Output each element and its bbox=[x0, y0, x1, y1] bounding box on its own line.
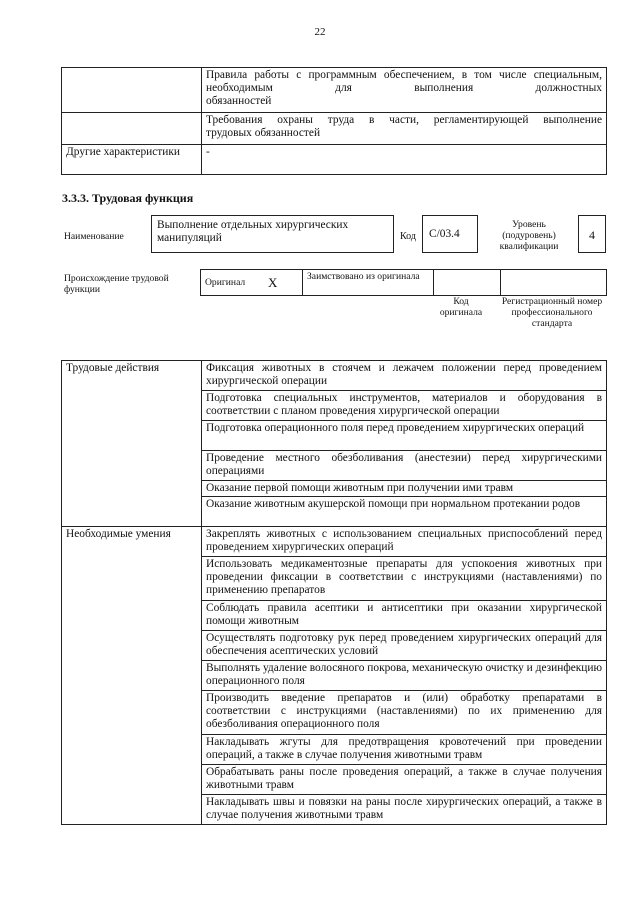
naming-label: Наименование bbox=[64, 231, 124, 242]
labor-action-item: Оказание первой помощи животным при получении ими травм bbox=[202, 481, 607, 497]
skill-item: Накладывать жгуты для предотвращения кровотечений при проведении операций, а также в случае получения животными травм bbox=[202, 735, 607, 765]
skill-item: Соблюдать правила асептики и антисептики при оказании хирургической помощи животным bbox=[202, 601, 607, 631]
reg-number-cell bbox=[501, 270, 607, 296]
row1-line1: Правила работы с программным обеспечением, в том числе специальным, необходимым для выполнения должностных bbox=[206, 69, 602, 94]
code-label: Код bbox=[400, 231, 416, 242]
row1-line2: обязанностей bbox=[206, 95, 272, 107]
empty-cell bbox=[62, 113, 202, 145]
reg-number-caption: Регистрационный номер профессионального стандарта bbox=[501, 296, 603, 329]
original-label: Оригинал bbox=[201, 270, 265, 296]
labor-action-item: Оказание животным акушерской помощи при нормальном протекании родов bbox=[202, 497, 607, 527]
skill-item: Накладывать швы и повязки на раны после хирургических операций, а также в случае получения животными травм bbox=[202, 795, 607, 825]
origin-label: Происхождение трудовой функции bbox=[64, 273, 169, 295]
section-heading: 3.3.3. Трудовая функция bbox=[62, 191, 194, 205]
labor-action-item: Подготовка операционного поля перед проведением хирургических операций bbox=[202, 421, 607, 451]
skill-item: Выполнять удаление волосяного покрова, механическую очистку и дезинфекцию операционного поля bbox=[202, 661, 607, 691]
requirement-software bbox=[202, 68, 607, 113]
code-original-caption: Код оригинала bbox=[439, 296, 483, 318]
level-label: Уровень (подуровень) квалификации bbox=[499, 219, 559, 252]
level-value: 4 bbox=[578, 215, 606, 253]
skill-item: Использовать медикаментозные препараты для успокоения животных при проведении фиксации в соответствии с инструкциями (наставлениями) по применению препаратов bbox=[202, 557, 607, 601]
top-table bbox=[61, 67, 607, 175]
other-value: - bbox=[202, 145, 607, 175]
requirement-safety bbox=[202, 113, 607, 145]
code-value: C/03.4 bbox=[422, 215, 478, 253]
empty-cell bbox=[62, 68, 202, 113]
page-number: 22 bbox=[314, 26, 326, 38]
labor-actions-label: Трудовые действия bbox=[62, 361, 202, 527]
origin-table bbox=[200, 269, 607, 296]
row2-line1: Требования охраны труда в части, регламентирующей выполнение bbox=[206, 114, 602, 126]
main-table bbox=[61, 360, 607, 825]
labor-action-item: Проведение местного обезболивания (анестезии) перед хирургическими операциями bbox=[202, 451, 607, 481]
skill-item: Закреплять животных с использованием специальных приспособлений перед проведением хирургических операций bbox=[202, 527, 607, 557]
row2-line2: трудовых обязанностей bbox=[206, 127, 321, 139]
original-mark: X bbox=[264, 270, 303, 296]
code-original-cell bbox=[434, 270, 501, 296]
skill-item: Обрабатывать раны после проведения операций, а также в случае получения животными травм bbox=[202, 765, 607, 795]
labor-action-item: Подготовка специальных инструментов, материалов и оборудования в соответствии с планом проведения хирургической операции bbox=[202, 391, 607, 421]
labor-action-item: Фиксация животных в стоячем и лежачем положении перед проведением хирургической операции bbox=[202, 361, 607, 391]
skill-item: Производить введение препаратов и (или) обработку препаратами в соответствии с инструкциями (наставлениями) по их применению для обезболивания операционного поля bbox=[202, 691, 607, 735]
skill-item: Осуществлять подготовку рук перед проведением хирургических операций для обеспечения асептических условий bbox=[202, 631, 607, 661]
other-label: Другие характеристики bbox=[62, 145, 202, 175]
skills-label: Необходимые умения bbox=[62, 527, 202, 825]
borrowed-label: Заимствовано из оригинала bbox=[303, 270, 434, 296]
function-name: Выполнение отдельных хирургических манипуляций bbox=[151, 215, 394, 253]
